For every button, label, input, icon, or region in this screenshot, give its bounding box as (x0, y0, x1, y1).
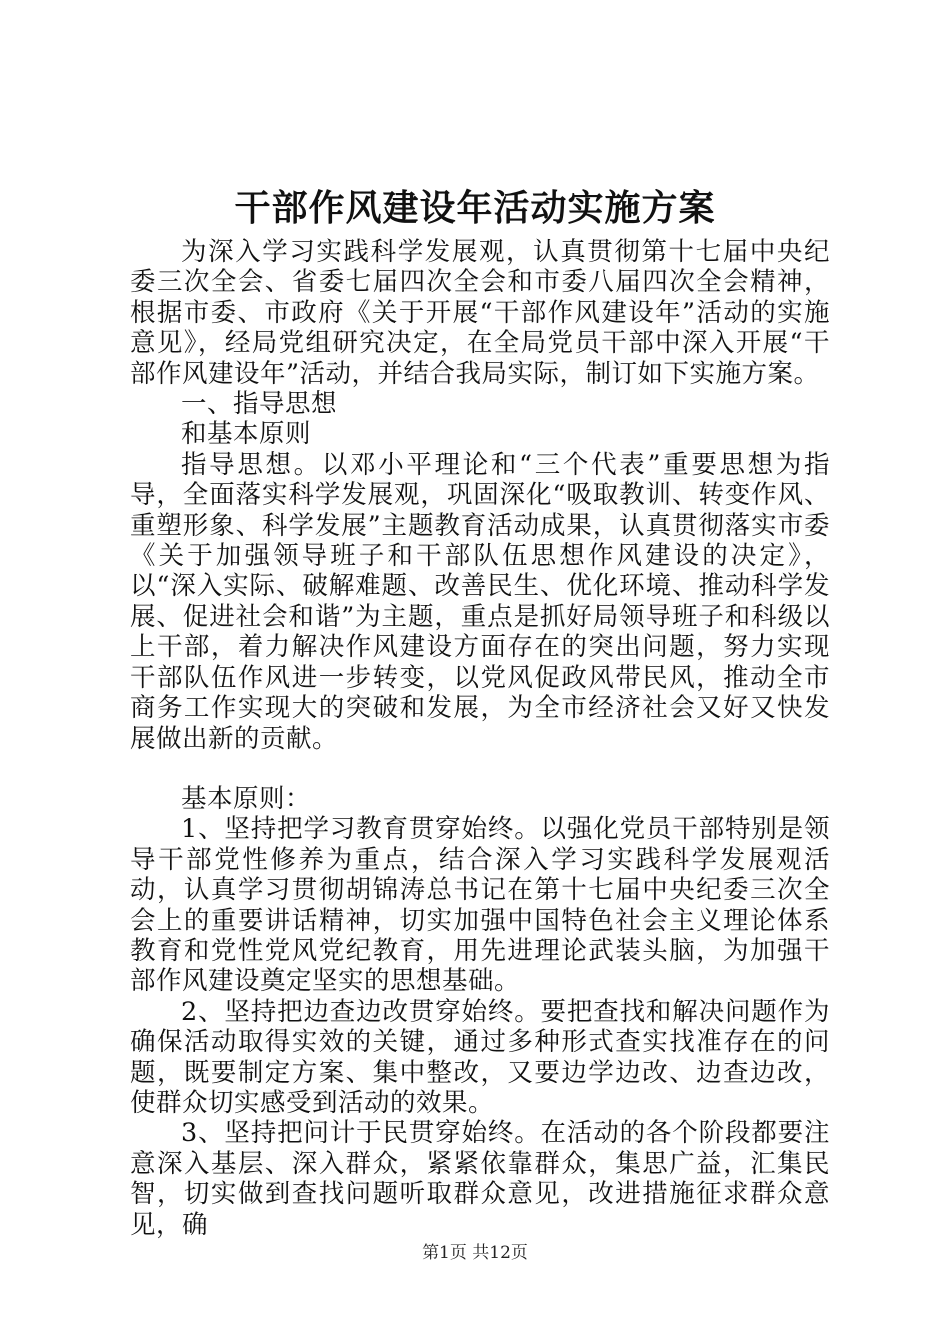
principle-3-paragraph: 3、坚持把问计于民贯穿始终。在活动的各个阶段都要注意深入基层、深入群众，紧紧依靠群众，集思广益，汇集民智，切实做到查找问题听取群众意见，改进措施征求群众意见，确 (130, 1118, 830, 1240)
intro-paragraph: 为深入学习实践科学发展观，认真贯彻第十七届中央纪委三次全会、省委七届四次全会和市委八届四次全会精神，根据市委、市政府《关于开展“干部作风建设年”活动的实施意见》，经局党组研究决定，在全局党员干部中深入开展“干部作风建设年”活动，并结合我局实际，制订如下实施方案。 (130, 237, 830, 389)
guiding-ideology-paragraph: 指导思想。以邓小平理论和“三个代表”重要思想为指导，全面落实科学发展观，巩固深化“吸取教训、转变作风、重塑形象、科学发展”主题教育活动成果，认真贯彻落实市委《关于加强领导班子和干部队伍思想作风建设的决定》，以“深入实际、破解难题、改善民生、优化环境、推动科学发展、促进社会和谐”为主题，重点是抓好局领导班子和科级以上干部，着力解决作风建设方面存在的突出问题，努力实现干部队伍作风进一步转变，以党风促政风带民风，推动全市商务工作实现大的突破和发展，为全市经济社会又好又快发展做出新的贡献。 (130, 449, 830, 754)
section-heading-principles: 和基本原则 (181, 419, 312, 450)
principle-2-paragraph: 2、坚持把边查边改贯穿始终。要把查找和解决问题作为确保活动取得实效的关键，通过多种形式查实找准存在的问题，既要制定方案、集中整改，又要边学边改、边查边改，使群众切实感受到活动的效果。 (130, 996, 830, 1118)
document-body (130, 237, 830, 1240)
principle-1-paragraph: 1、坚持把学习教育贯穿始终。以强化党员干部特别是领导干部党性修养为重点，结合深入学习实践科学发展观活动，认真学习贯彻胡锦涛总书记在第十七届中央纪委三次全会上的重要讲话精神，切实加强中国特色社会主义理论体系教育和党性党风党纪教育，用先进理论武装头脑，为加强干部作风建设奠定坚实的思想基础。 (130, 814, 830, 997)
page-footer: 第1页 共12页 (422, 1243, 528, 1263)
document-title: 干部作风建设年活动实施方案 (234, 187, 716, 229)
basic-principles-heading: 基本原则： (181, 783, 312, 814)
section-heading-guiding: 一、指导思想 (181, 389, 338, 420)
